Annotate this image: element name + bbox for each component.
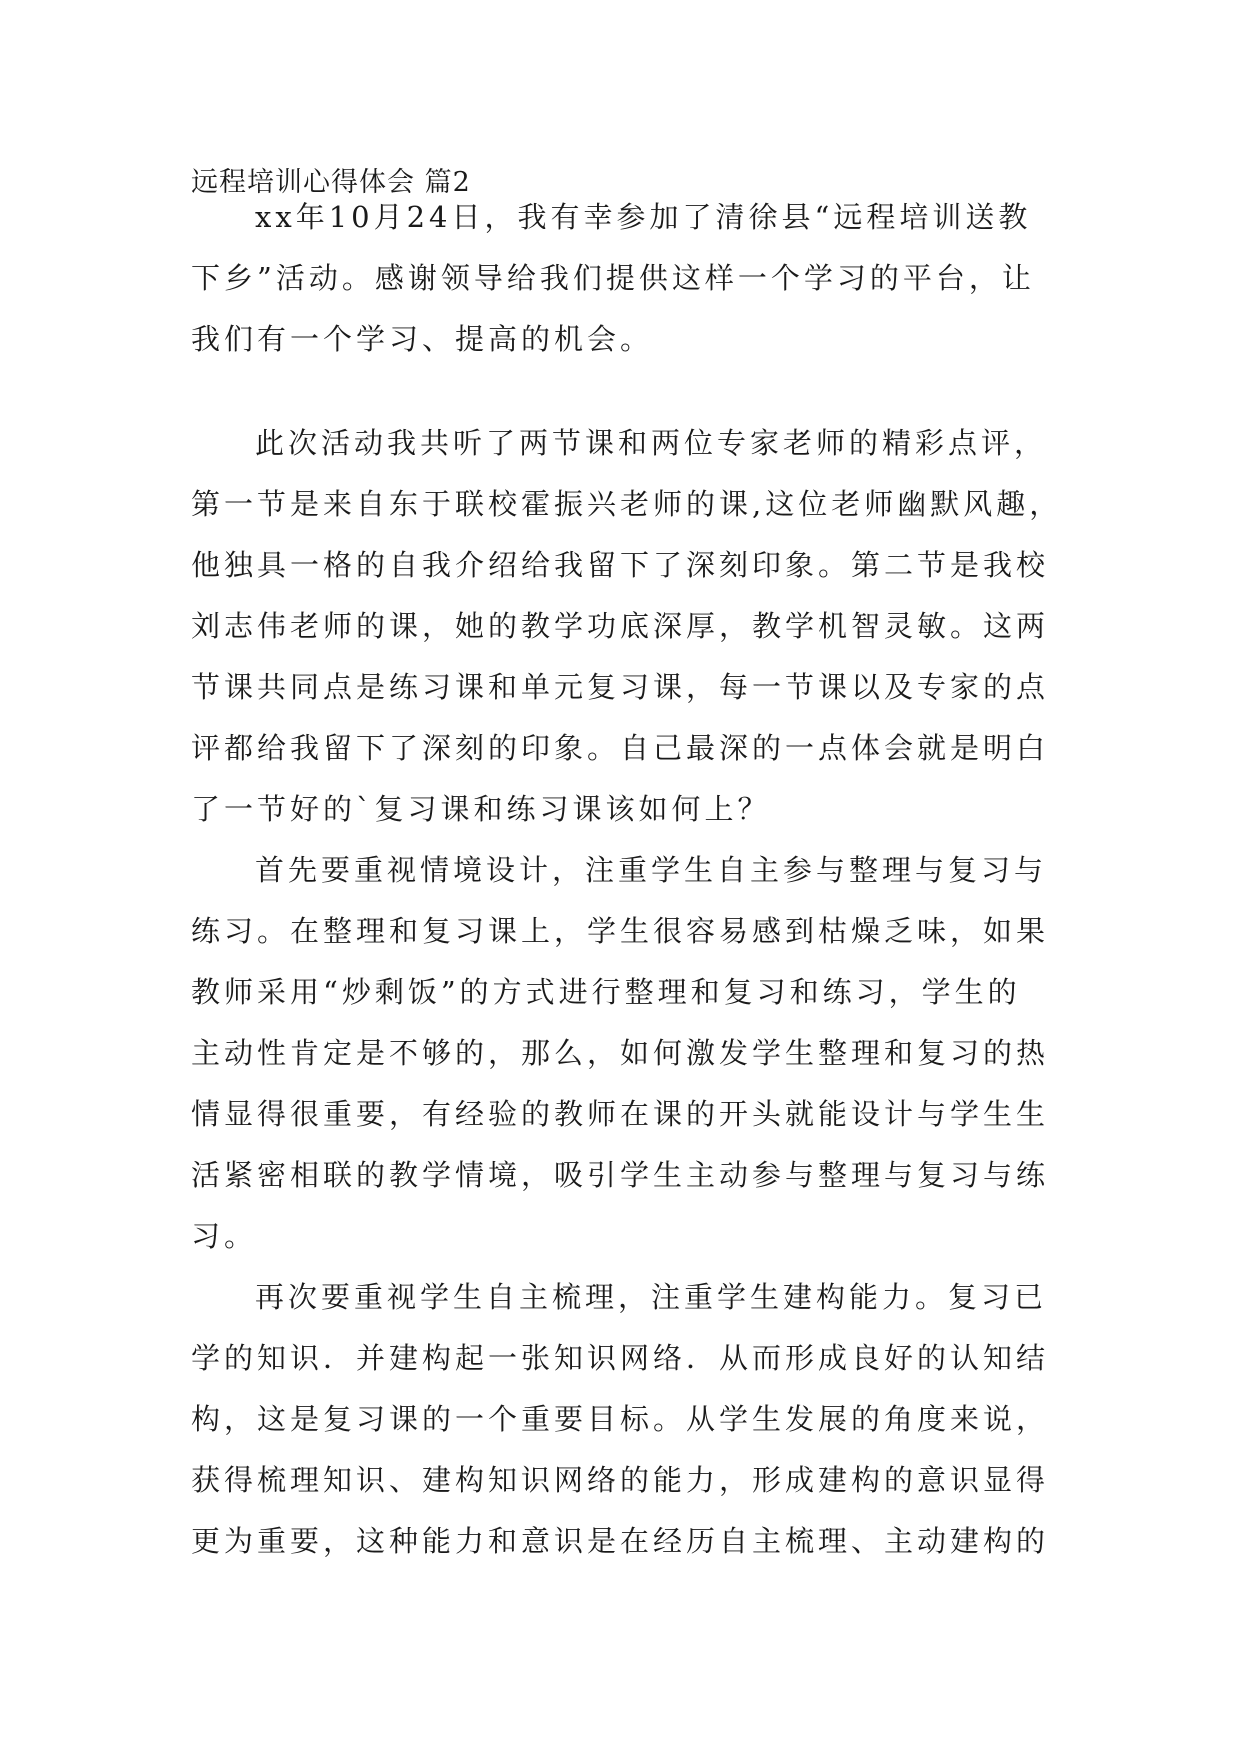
text-line: 第一节是来自东于联校霍振兴老师的课,这位老师幽默风趣，: [191, 487, 1063, 521]
text-line: 构，这是复习课的一个重要目标。从学生发展的角度来说，: [191, 1402, 1050, 1436]
text-line: 此次活动我共听了两节课和两位专家老师的精彩点评，: [255, 426, 1048, 460]
text-line: 获得梳理知识、建构知识网络的能力，形成建构的意识显得: [191, 1463, 1050, 1497]
paragraph-4: [191, 1267, 1051, 1572]
text-line: 练习。在整理和复习课上，学生很容易感到枯燥乏味，如果: [191, 914, 1050, 948]
paragraph-1: [191, 187, 1051, 370]
text-line: 教师采用“炒剩饭”的方式进行整理和复习和练习，学生的: [191, 975, 1021, 1009]
text-line: 了一节好的`复习课和练习课该如何上？: [191, 792, 771, 826]
text-line: 主动性肯定是不够的，那么，如何激发学生整理和复习的热: [191, 1036, 1050, 1070]
text-line: 学的知识．并建构起一张知识网络．从而形成良好的认知结: [191, 1341, 1050, 1375]
text-line: 评都给我留下了深刻的印象。自己最深的一点体会就是明白: [191, 731, 1050, 765]
text-line: 习。: [191, 1219, 258, 1253]
text-line: 他独具一格的自我介绍给我留下了深刻印象。第二节是我校: [191, 548, 1050, 582]
paragraph-3: [191, 840, 1051, 1267]
text-line: 活紧密相联的教学情境，吸引学生主动参与整理与复习与练: [191, 1158, 1050, 1192]
text-line: 刘志伟老师的课，她的教学功底深厚，教学机智灵敏。这两: [191, 609, 1050, 643]
text-line: 节课共同点是练习课和单元复习课，每一节课以及专家的点: [191, 670, 1050, 704]
text-line: 我们有一个学习、提高的机会。: [191, 322, 654, 356]
text-line: xx年10月24日，我有幸参加了清徐县“远程培训送教: [255, 200, 1032, 234]
text-line: 再次要重视学生自主梳理，注重学生建构能力。复习已: [255, 1280, 1048, 1314]
text-line: 情显得很重要，有经验的教师在课的开头就能设计与学生生: [191, 1097, 1050, 1131]
text-line: 下乡”活动。感谢领导给我们提供这样一个学习的平台，让: [191, 261, 1035, 295]
text-line: 更为重要，这种能力和意识是在经历自主梳理、主动建构的: [191, 1524, 1050, 1558]
document-title: 远程培训心得体会 篇2: [191, 167, 471, 198]
paragraph-2: [191, 413, 1063, 840]
text-line: 首先要重视情境设计，注重学生自主参与整理与复习与: [255, 853, 1048, 887]
